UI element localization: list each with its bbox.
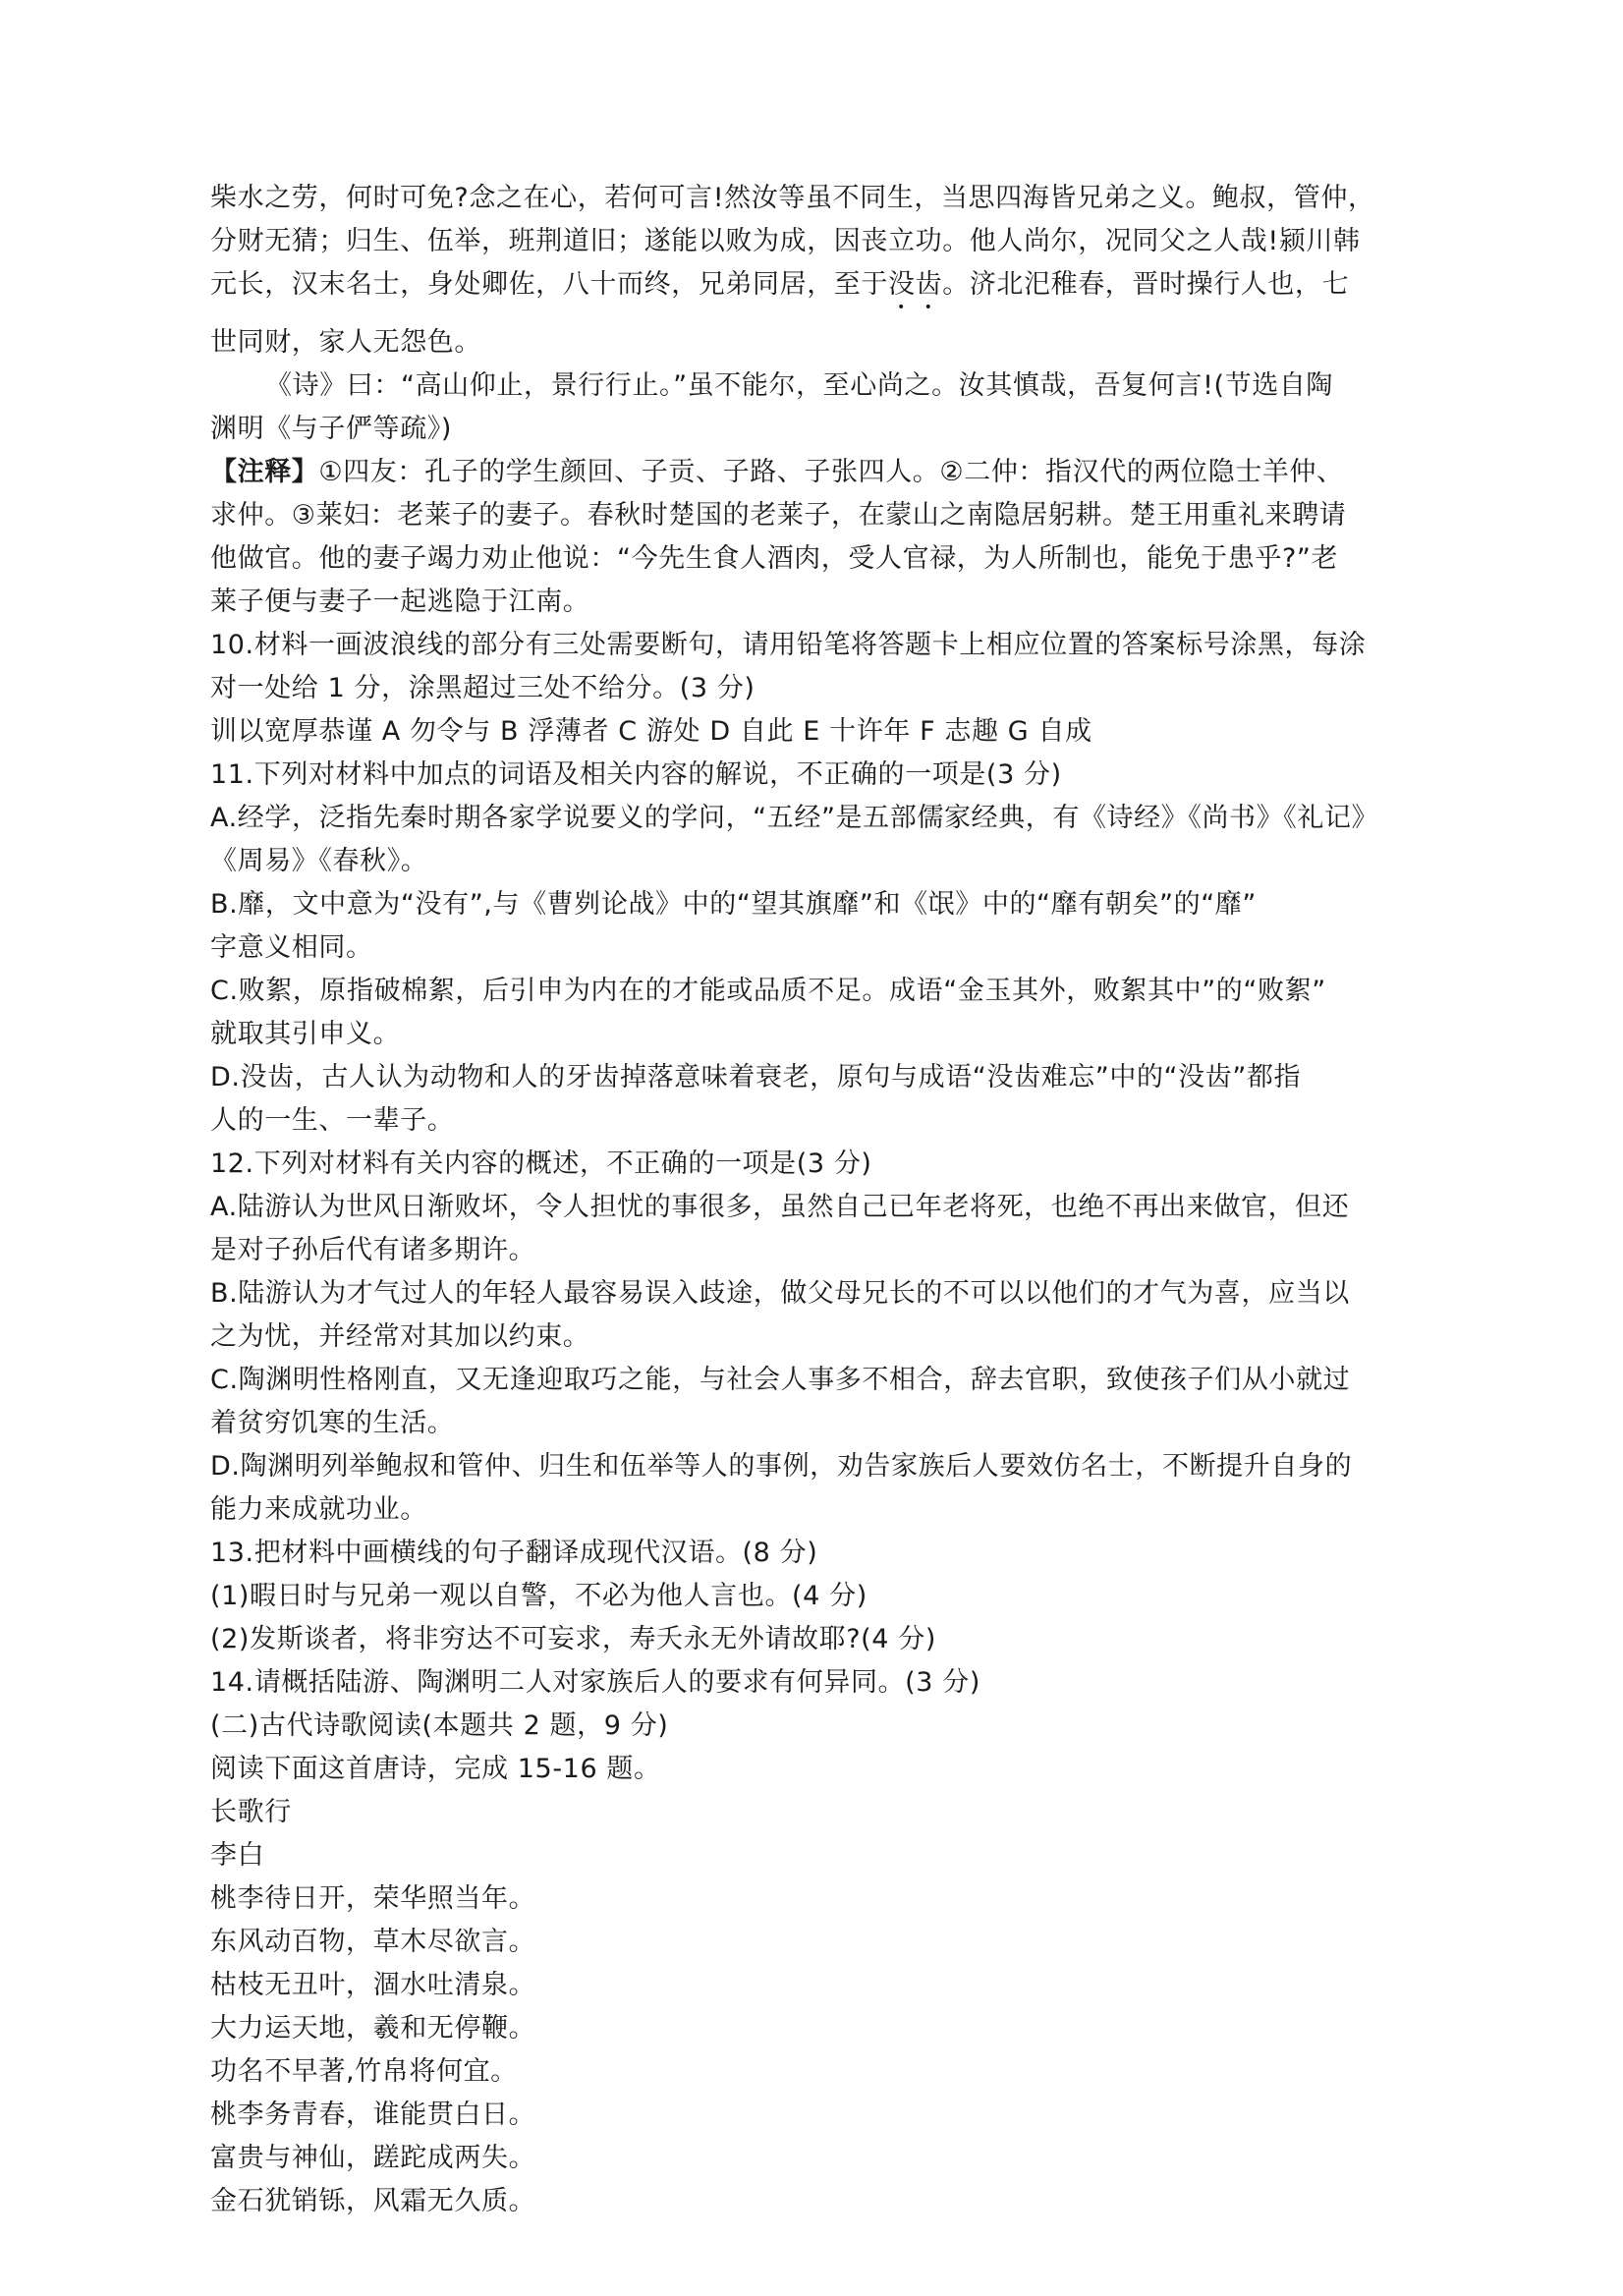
option-d: 人的一生、一辈子。 <box>210 1105 455 1136</box>
passage-line: 世同财，家人无怨色。 <box>210 327 481 358</box>
document-page <box>210 177 1425 2223</box>
notes-line: 莱子便与妻子一起逃隐于江南。 <box>210 587 590 617</box>
dotted-term: 没齿 <box>888 269 943 300</box>
question-10-stem: 对一处给 1 分，涂黑超过三处不给分。(3 分) <box>210 673 756 703</box>
question-10-text: 训以宽厚恭谨 A 勿令与 B 浮薄者 C 游处 D 自此 E 十许年 F 志趣 G 自成 <box>210 716 1092 747</box>
option-a: 是对子孙后代有诸多期许。 <box>210 1235 536 1265</box>
option-c: C.败絮，原指破棉絮，后引申为内在的才能或品质不足。成语“金玉其外，败絮其中”的“败絮” <box>210 976 1326 1006</box>
option-a: A.经学，泛指先秦时期各家学说要义的学问，“五经”是五部儒家经典，有《诗经》《尚书》《礼记》 <box>210 803 1379 833</box>
passage-line: 渊明《与子俨等疏》) <box>210 414 453 444</box>
passage-line: 柴水之劳，何时可免?念之在心，若何可言!然汝等虽不同生，当思四海皆兄弟之义。鲍叔，管仲， <box>210 183 1375 213</box>
poem-line: 桃李务青春，谁能贯白日。 <box>210 2100 536 2130</box>
option-b: 字意义相同。 <box>210 932 373 963</box>
question-13-sub: (2)发斯谈者，将非穷达不可妄求，寿夭永无外请故耶?(4 分) <box>210 1624 937 1654</box>
passage-line <box>210 263 1425 315</box>
option-c: C.陶渊明性格刚直，又无逢迎取巧之能，与社会人事多不相合，辞去官职，致使孩子们从小就过 <box>210 1365 1351 1395</box>
poem-title: 长歌行 <box>210 1797 292 1827</box>
option-d: D.陶渊明列举鲍叔和管仲、归生和伍举等人的事例，劝告家族后人要效仿名士，不断提升自身的 <box>210 1451 1353 1482</box>
question-13-stem: 13.把材料中画横线的句子翻译成现代汉语。(8 分) <box>210 1538 818 1568</box>
passage-line: 分财无猜；归生、伍举，班荆道旧；遂能以败为成，因丧立功。他人尚尔，况同父之人哉!颍川韩 <box>210 226 1361 256</box>
question-13-sub: (1)暇日时与兄弟一观以自警，不必为他人言也。(4 分) <box>210 1581 867 1611</box>
option-b: B.陆游认为才气过人的年轻人最容易误入歧途，做父母兄长的不可以以他们的才气为喜，应当以 <box>210 1278 1350 1309</box>
option-d: 能力来成就功业。 <box>210 1494 427 1525</box>
question-12-stem: 12.下列对材料有关内容的概述，不正确的一项是(3 分) <box>210 1148 872 1179</box>
question-14-stem: 14.请概括陆游、陶渊明二人对家族后人的要求有何异同。(3 分) <box>210 1667 980 1698</box>
passage-text: 。济北汜稚春，晋时操行人也，七 <box>942 269 1350 300</box>
passage-line: 《诗》曰：“高山仰止，景行行止。”虽不能尔，至心尚之。汝其慎哉，吾复何言!(节选自陶 <box>265 370 1334 401</box>
option-c: 就取其引申义。 <box>210 1019 401 1049</box>
poem-author: 李白 <box>210 1840 265 1871</box>
option-b: 之为忧，并经常对其加以约束。 <box>210 1321 590 1352</box>
section-instruction: 阅读下面这首唐诗，完成 15-16 题。 <box>210 1754 661 1784</box>
poem-line: 东风动百物，草木尽欲言。 <box>210 1927 536 1957</box>
section-heading: (二)古代诗歌阅读(本题共 2 题，9 分) <box>210 1710 669 1741</box>
poem-line: 桃李待日开，荣华照当年。 <box>210 1883 536 1914</box>
poem-line: 大力运天地，羲和无停鞭。 <box>210 2013 536 2044</box>
notes-line <box>210 451 1425 494</box>
option-c: 着贫穷饥寒的生活。 <box>210 1408 455 1438</box>
option-d: D.没齿，古人认为动物和人的牙齿掉落意味着衰老，原句与成语“没齿难忘”中的“没齿”都指 <box>210 1062 1302 1092</box>
notes-line: 他做官。他的妻子竭力劝止他说：“今先生食人酒肉，受人官禄，为人所制也，能免于患乎?”老 <box>210 543 1339 574</box>
passage-text: 元长，汉末名士，身处卿佐，八十而终，兄弟同居，至于 <box>210 269 888 300</box>
notes-line: 求仲。③莱妇：老莱子的妻子。春秋时楚国的老莱子，在蒙山之南隐居躬耕。楚王用重礼来聘请 <box>210 500 1347 531</box>
poem-line: 金石犹销铄，风霜无久质。 <box>210 2186 536 2216</box>
option-a: A.陆游认为世风日渐败坏，令人担忧的事很多，虽然自己已年老将死，也绝不再出来做官，但还 <box>210 1192 1350 1222</box>
poem-line: 枯枝无丑叶，涸水吐清泉。 <box>210 1970 536 2000</box>
notes-text: ①四友：孔子的学生颜回、子贡、子路、子张四人。②二仲：指汉代的两位隐士羊仲、 <box>318 457 1344 487</box>
question-11-stem: 11.下列对材料中加点的词语及相关内容的解说，不正确的一项是(3 分) <box>210 759 1062 790</box>
notes-label: 【注释】 <box>210 457 319 487</box>
option-a: 《周易》《春秋》。 <box>210 846 428 876</box>
poem-line: 功名不早著,竹帛将何宜。 <box>210 2056 518 2087</box>
poem-line: 富贵与神仙，蹉跎成两失。 <box>210 2143 536 2173</box>
question-10-stem: 10.材料一画波浪线的部分有三处需要断句，请用铅笔将答题卡上相应位置的答案标号涂黑，每涂 <box>210 630 1367 660</box>
option-b: B.靡，文中意为“没有”,与《曹刿论战》中的“望其旗靡”和《氓》中的“靡有朝矣”的“靡” <box>210 889 1257 920</box>
